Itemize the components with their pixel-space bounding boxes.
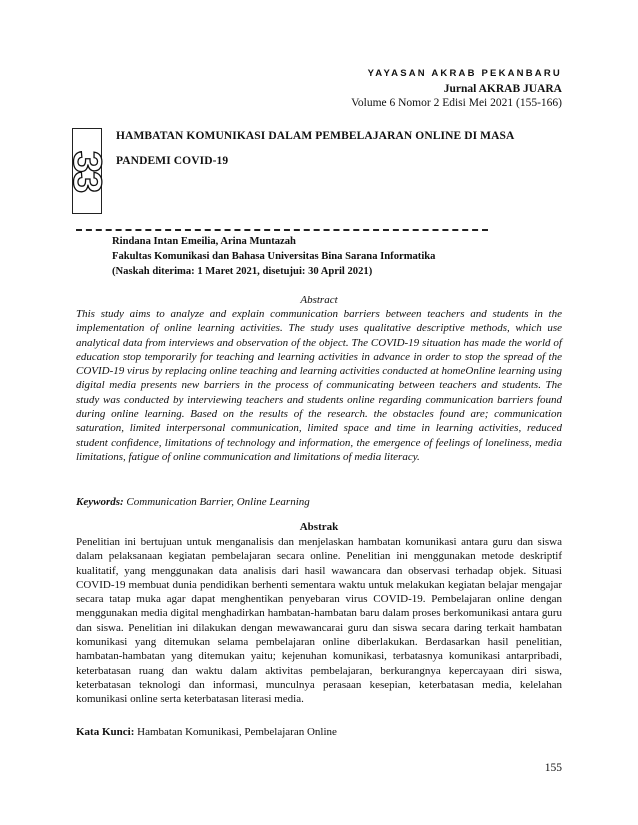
abstract-body: This study aims to analyze and explain communication barriers between teachers and students in the implementation of online learning activities. The study uses qualitative descriptive methods, which use analytical data from interviews and observation of the object. The COVID-19 situation has made the world of education stop temporarily for teaching and learning activities in advance in order to stop the spread of the COVID-19 virus by replacing online teaching and learning activities conducted at homeOnline learning using digital media presents new barriers in the process of communicating between teachers and students. The study was conducted by interviewing teachers and students online regarding communication barriers found during online learning. Based on the results of the research. the obstacles found are; communication saturation, limited interpersonal communication, limited space and time in learning activities, reduced student confidence, limitations of technology and information, the emergence of feelings of loneliness, media limitations, fatigue of online communication and limitations of media literacy.	[76, 308, 562, 463]
keywords-line	[76, 495, 562, 509]
title-divider	[76, 229, 488, 231]
journal-name: Jurnal AKRAB JUARA	[443, 83, 562, 95]
page-number: 155	[544, 762, 562, 774]
keywords-text: Communication Barrier, Online Learning	[126, 496, 310, 508]
submission-dates: (Naskah diterima: 1 Maret 2021, disetujui: 30 April 2021)	[112, 266, 373, 277]
journal-volume: Volume 6 Nomor 2 Edisi Mei 2021 (155-166)	[351, 97, 562, 109]
author-names: Rindana Intan Emeilia, Arina Muntazah	[112, 236, 296, 247]
article-number-outline	[65, 131, 109, 211]
article-number: 33	[65, 150, 109, 192]
abstrak-heading: Abstrak	[299, 521, 339, 533]
kata-kunci-label: Kata Kunci:	[76, 726, 135, 738]
foundation-name: YAYASAN AKRAB PEKANBARU	[367, 68, 562, 79]
title-line-2: PANDEMI COVID-19	[116, 155, 229, 167]
title-line-1: HAMBATAN KOMUNIKASI DALAM PEMBELAJARAN ONLINE DI MASA	[116, 130, 515, 142]
article-number-box	[65, 128, 109, 214]
keywords-label: Keywords:	[76, 496, 124, 508]
abstract-heading: Abstract	[300, 294, 338, 306]
article-title	[116, 124, 576, 174]
kata-kunci-line	[76, 725, 562, 739]
author-affiliation: Fakultas Komunikasi dan Bahasa Universitas Bina Sarana Informatika	[112, 251, 436, 262]
abstrak-body: Penelitian ini bertujuan untuk menganalisis dan menjelaskan hambatan komunikasi antara guru dan siswa dalam pelaksanaan kegiatan pembelajaran secara online. Penelitian ini menggunakan metode deskriptif kualitatif, yang menggunakan data analisis dari hasil wawancara dan observasi terhadap objek. Situasi COVID-19 membuat dunia pendidikan berhenti sementara waktu untuk melakukan kegiatan belajar mengajar secara tatap muka agar dapat menghentikan penyebaran virus COVID-19. Pembelajaran online dengan menggunakan media digital menghadirkan hambatan-hambatan baru dalam proses berkomunikasi antara guru dan siswa. Penelitian ini dilakukan dengan mewawancarai guru dan siswa secara daring terkait hambatan komunikasi yang ditemukan selama pembelajaran online diberlakukan. Berdasarkan hasil penelitian, hambatan-hambatan yang ditemukan yaitu; kejenuhan komunikasi, terbatasnya komunikasi antarpribadi, keterbatasan ruang dan waktu dalam aktivitas pembelajaran, berkurangnya kepercayaan diri siswa, keterbatasan teknologi dan informasi, munculnya perasaan kesepian, keterbatasan media, kelelahan komunikasi online serta keterbatasan literasi media.	[76, 536, 562, 706]
kata-kunci-text: Hambatan Komunikasi, Pembelajaran Online	[137, 726, 337, 738]
author-block	[112, 234, 572, 279]
